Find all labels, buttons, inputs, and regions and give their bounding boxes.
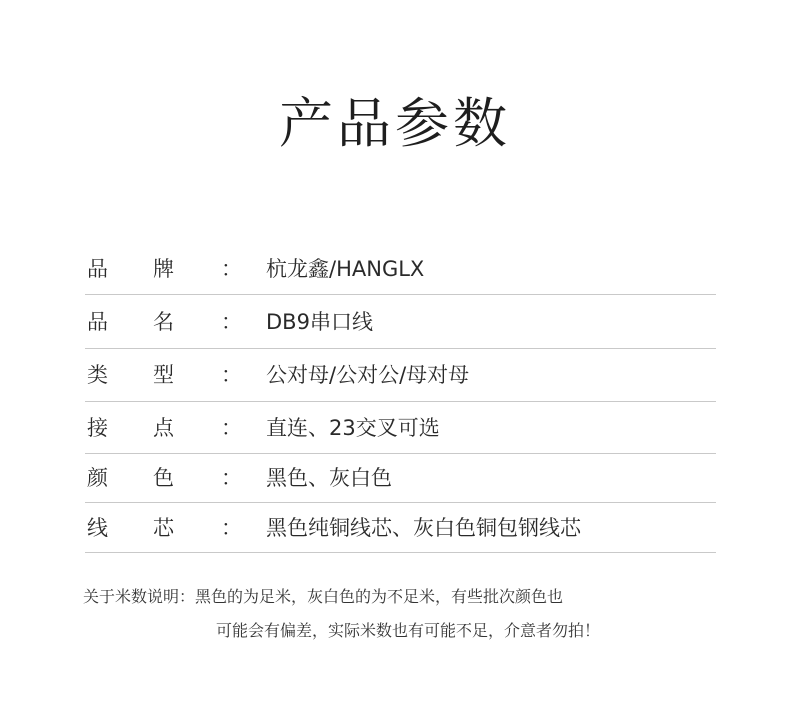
param-colon: ： [221,363,242,387]
param-row-core [85,503,716,553]
param-colon: ： [221,515,242,540]
param-label-char: 线 [87,515,108,540]
param-label-char: 品 [87,309,108,334]
page-title: 产品参数 [279,92,511,155]
param-value: 杭龙鑫/HANGLX [266,257,425,281]
note-line-2: 可能会有偏差，实际米数也有可能不足，介意者勿拍！ [216,621,601,640]
param-label-char: 接 [87,415,108,440]
param-label-char: 颜 [87,466,108,490]
param-value: 黑色纯铜线芯、灰白色铜包钢线芯 [266,515,581,540]
param-value: DB9串口线 [266,309,373,334]
param-value: 公对母/公对公/母对母 [266,363,470,387]
param-label-char: 品 [87,257,108,281]
param-value: 直连、23交叉可选 [266,415,440,440]
param-row-name [85,295,716,349]
param-label-char: 芯 [153,515,174,540]
param-value: 黑色、灰白色 [266,466,392,490]
param-label-char: 类 [87,363,108,387]
param-label-char: 名 [153,309,174,334]
param-colon: ： [221,466,242,490]
param-colon: ： [221,415,242,440]
params-table [85,244,716,553]
param-label-char: 牌 [153,257,174,281]
param-row-type [85,349,716,402]
param-label-char: 点 [153,415,174,440]
param-row-brand [85,244,716,295]
param-row-contact [85,402,716,454]
param-label-char: 型 [153,363,174,387]
param-colon: ： [221,257,242,281]
length-note [83,583,600,645]
param-label-char: 色 [153,466,174,490]
note-line-1: 关于米数说明：黑色的为足米，灰白色的为不足米，有些批次颜色也 [83,587,564,606]
param-colon: ： [221,309,242,334]
param-row-color [85,454,716,503]
